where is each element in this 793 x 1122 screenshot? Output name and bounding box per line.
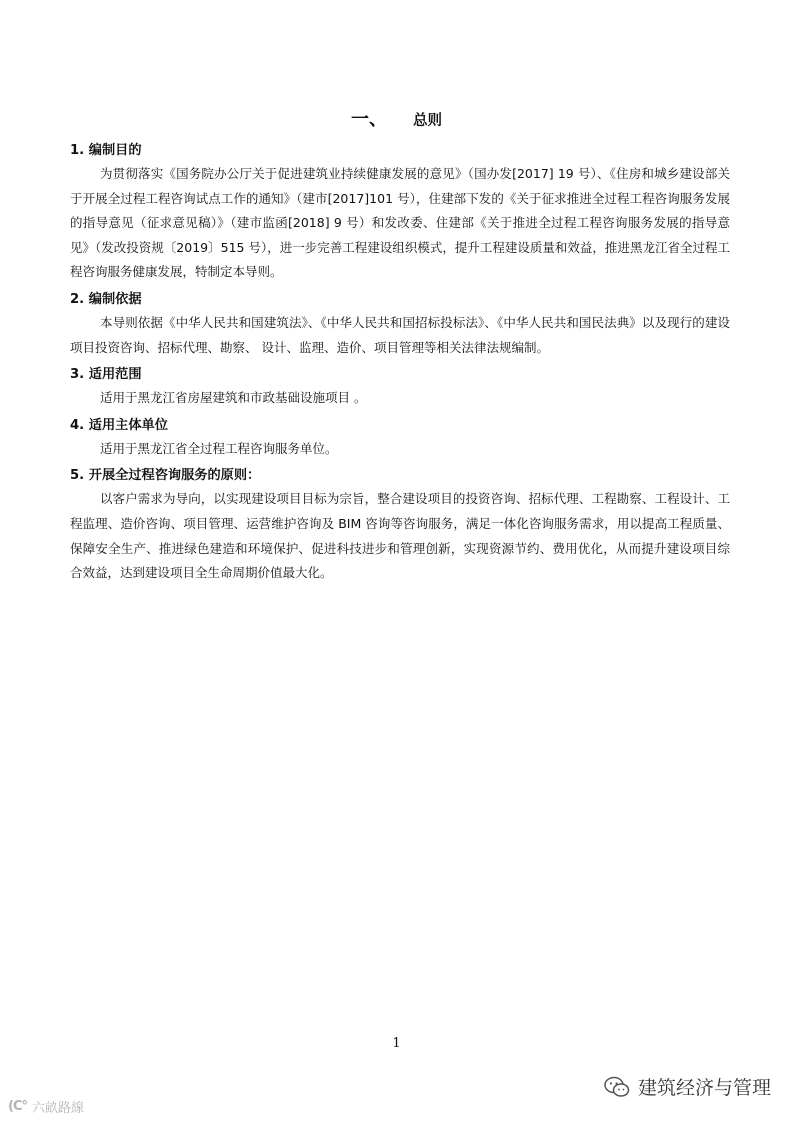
watermark-left-text: 六畝路線	[31, 1101, 84, 1116]
section-heading: 3. 适用范围	[70, 367, 142, 383]
section-principles	[70, 465, 730, 585]
section-paragraph: 适用于黑龙江省房屋建筑和市政基础设施项目 。	[100, 390, 367, 406]
watermark-right	[604, 1073, 771, 1100]
section-heading: 4. 适用主体单位	[70, 417, 168, 433]
section-basis	[70, 289, 730, 360]
section-paragraph: 适用于黑龙江省全过程工程咨询服务单位。	[100, 440, 338, 456]
watermark-left	[8, 1097, 84, 1116]
section-paragraph: 为贯彻落实《国务院办公厅关于促进建筑业持续健康发展的意见》（国办发[2017] 19 号）、《住房和城乡建设部关于开展全过程工程咨询试点工作的通知》（建市[2017]101 号），住建部下发的《关于征求推进全过程工程咨询服务发展的指导意见（征求意见稿）》（建市监函[2018] 9 号）和发改委、住建部《关于推进全过程工程咨询服务发展的指导意见》（发改投资规〔2019〕515 号），进一步完善工程建设组织模式，提升工程建设质量和效益，推进黑龙江省全过程工程咨询服务健康发展，特制定本导则。	[70, 166, 730, 280]
section-paragraph: 本导则依据《中华人民共和国建筑法》、《中华人民共和国招标投标法》、《中华人民共和国民法典》以及现行的建设项目投资咨询、招标代理、勘察、 设计、监理、造价、项目管理等相关法律法规编制。	[70, 314, 730, 355]
document-body	[70, 140, 730, 590]
chapter-number: 一、	[351, 109, 387, 130]
section-heading: 5. 开展全过程咨询服务的原则：	[70, 468, 261, 484]
wechat-icon	[604, 1076, 630, 1098]
section-heading: 1. 编制目的	[70, 143, 142, 158]
section-paragraph: 以客户需求为导向，以实现建设项目目标为宗旨，整合建设项目的投资咨询、招标代理、工程勘察、工程设计、工程监理、造价咨询、项目管理、运营维护咨询及 BIM 咨询等咨询服务，满足一体化咨询服务需求，用以提高工程质量、保障安全生产、推进绿色建造和环境保护、促进科技进步和管理创新，实现资源节约、费用优化，从而提升建设项目综合效益，达到建设项目全生命周期价值最大化。	[70, 491, 730, 581]
page-number: 1	[392, 1036, 401, 1051]
section-purpose	[70, 140, 730, 285]
watermark-right-text: 建筑经济与管理	[637, 1077, 771, 1099]
chapter-title-text: 总则	[413, 113, 442, 129]
section-heading: 2. 编制依据	[70, 291, 142, 307]
section-scope	[70, 364, 730, 411]
watermark-logo-icon: (C°	[8, 1099, 27, 1114]
chapter-title	[0, 105, 793, 131]
section-applicable-units	[70, 415, 730, 462]
